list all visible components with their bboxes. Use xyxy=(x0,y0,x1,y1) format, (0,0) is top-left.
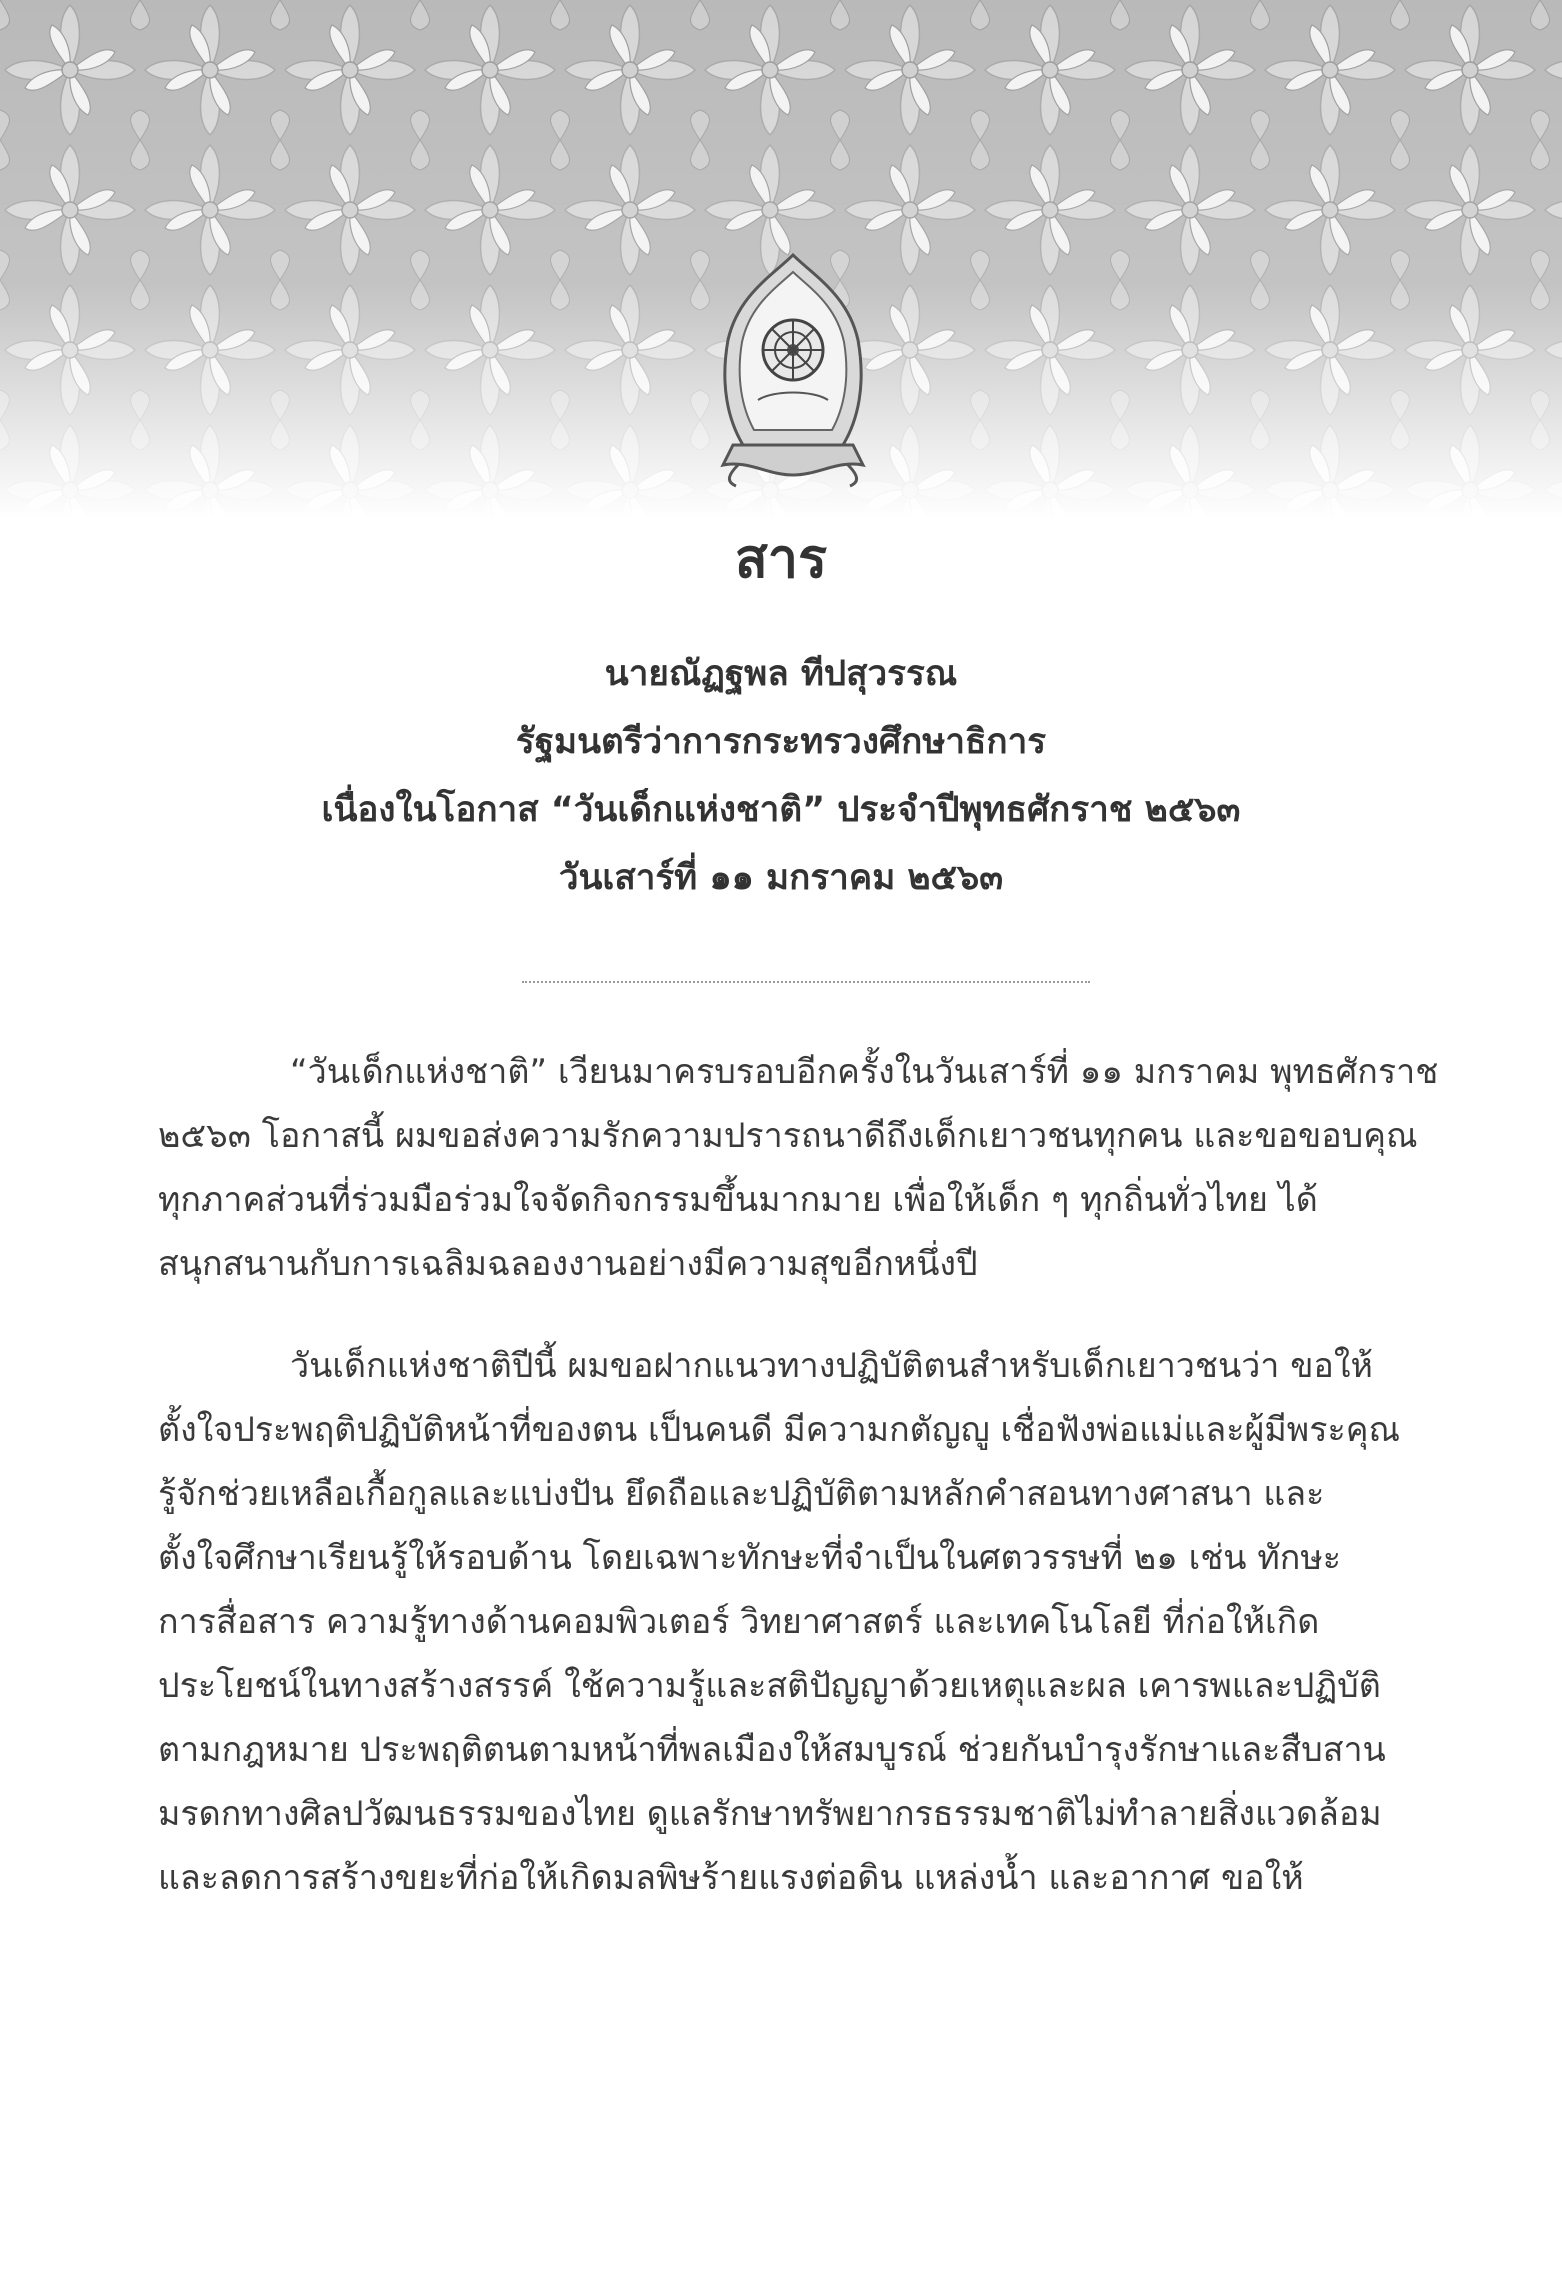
author-name: นายณัฏฐพล ทีปสุวรรณ xyxy=(604,654,958,694)
paragraph-line: ทุกภาคส่วนที่ร่วมมือร่วมใจจัดกิจกรรมขึ้นมากมาย เพื่อให้เด็ก ๆ ทุกถิ่นทั่วไทย ได้ xyxy=(158,1180,1318,1220)
ministry-of-education-seal-icon xyxy=(718,250,868,490)
paragraph-line: “วันเด็กแห่งชาติ” เวียนมาครบรอบอีกครั้งในวันเสาร์ที่ ๑๑ มกราคม พุทธศักราช xyxy=(290,1052,1439,1092)
paragraph-line: มรดกทางศิลปวัฒนธรรมของไทย ดูแลรักษาทรัพยากรธรรมชาติไม่ทำลายสิ่งแวดล้อม xyxy=(158,1794,1382,1834)
paragraph-line: ตามกฎหมาย ประพฤติตนตามหน้าที่พลเมืองให้สมบูรณ์ ช่วยกันบำรุงรักษาและสืบสาน xyxy=(158,1730,1386,1770)
paragraph-line: สนุกสนานกับการเฉลิมฉลองงานอย่างมีความสุขอีกหนึ่งปี xyxy=(158,1244,978,1284)
paragraph-line: รู้จักช่วยเหลือเกื้อกูลและแบ่งปัน ยึดถือและปฏิบัติตามหลักคำสอนทางศาสนา และ xyxy=(158,1474,1325,1514)
paragraph-line: ตั้งใจศึกษาเรียนรู้ให้รอบด้าน โดยเฉพาะทักษะที่จำเป็นในศตวรรษที่ ๒๑ เช่น ทักษะ xyxy=(158,1538,1342,1578)
message-heading xyxy=(0,640,1562,912)
dotted-divider xyxy=(522,981,1090,983)
paragraph-line: ประโยชน์ในทางสร้างสรรค์ ใช้ความรู้และสติปัญญาด้วยเหตุและผล เคารพและปฏิบัติ xyxy=(158,1666,1381,1706)
paragraph-line: วันเด็กแห่งชาติปีนี้ ผมขอฝากแนวทางปฏิบัติตนสำหรับเด็กเยาวชนว่า ขอให้ xyxy=(290,1346,1373,1386)
paragraph-1 xyxy=(158,1040,1448,1296)
message-body xyxy=(158,1040,1448,1948)
paragraph-line: และลดการสร้างขยะที่ก่อให้เกิดมลพิษร้ายแรงต่อดิน แหล่งน้ำ และอากาศ ขอให้ xyxy=(158,1858,1304,1898)
paragraph-line: ๒๕๖๓ โอกาสนี้ ผมขอส่งความรักความปรารถนาดีถึงเด็กเยาวชนทุกคน และขอขอบคุณ xyxy=(158,1116,1418,1156)
date-line: วันเสาร์ที่ ๑๑ มกราคม ๒๕๖๓ xyxy=(558,858,1004,898)
paragraph-line: ตั้งใจประพฤติปฏิบัติหน้าที่ของตน เป็นคนดี มีความกตัญญู เชื่อฟังพ่อแม่และผู้มีพระคุณ xyxy=(158,1410,1401,1450)
occasion-line: เนื่องในโอกาส “วันเด็กแห่งชาติ” ประจำปีพุทธศักราช ๒๕๖๓ xyxy=(321,790,1241,830)
page-title: สาร xyxy=(734,527,828,590)
paragraph-line: การสื่อสาร ความรู้ทางด้านคอมพิวเตอร์ วิทยาศาสตร์ และเทคโนโลยี ที่ก่อให้เกิด xyxy=(158,1602,1320,1642)
author-position: รัฐมนตรีว่าการกระทรวงศึกษาธิการ xyxy=(515,722,1047,762)
paragraph-2 xyxy=(158,1334,1448,1910)
ministry-seal xyxy=(718,250,868,490)
